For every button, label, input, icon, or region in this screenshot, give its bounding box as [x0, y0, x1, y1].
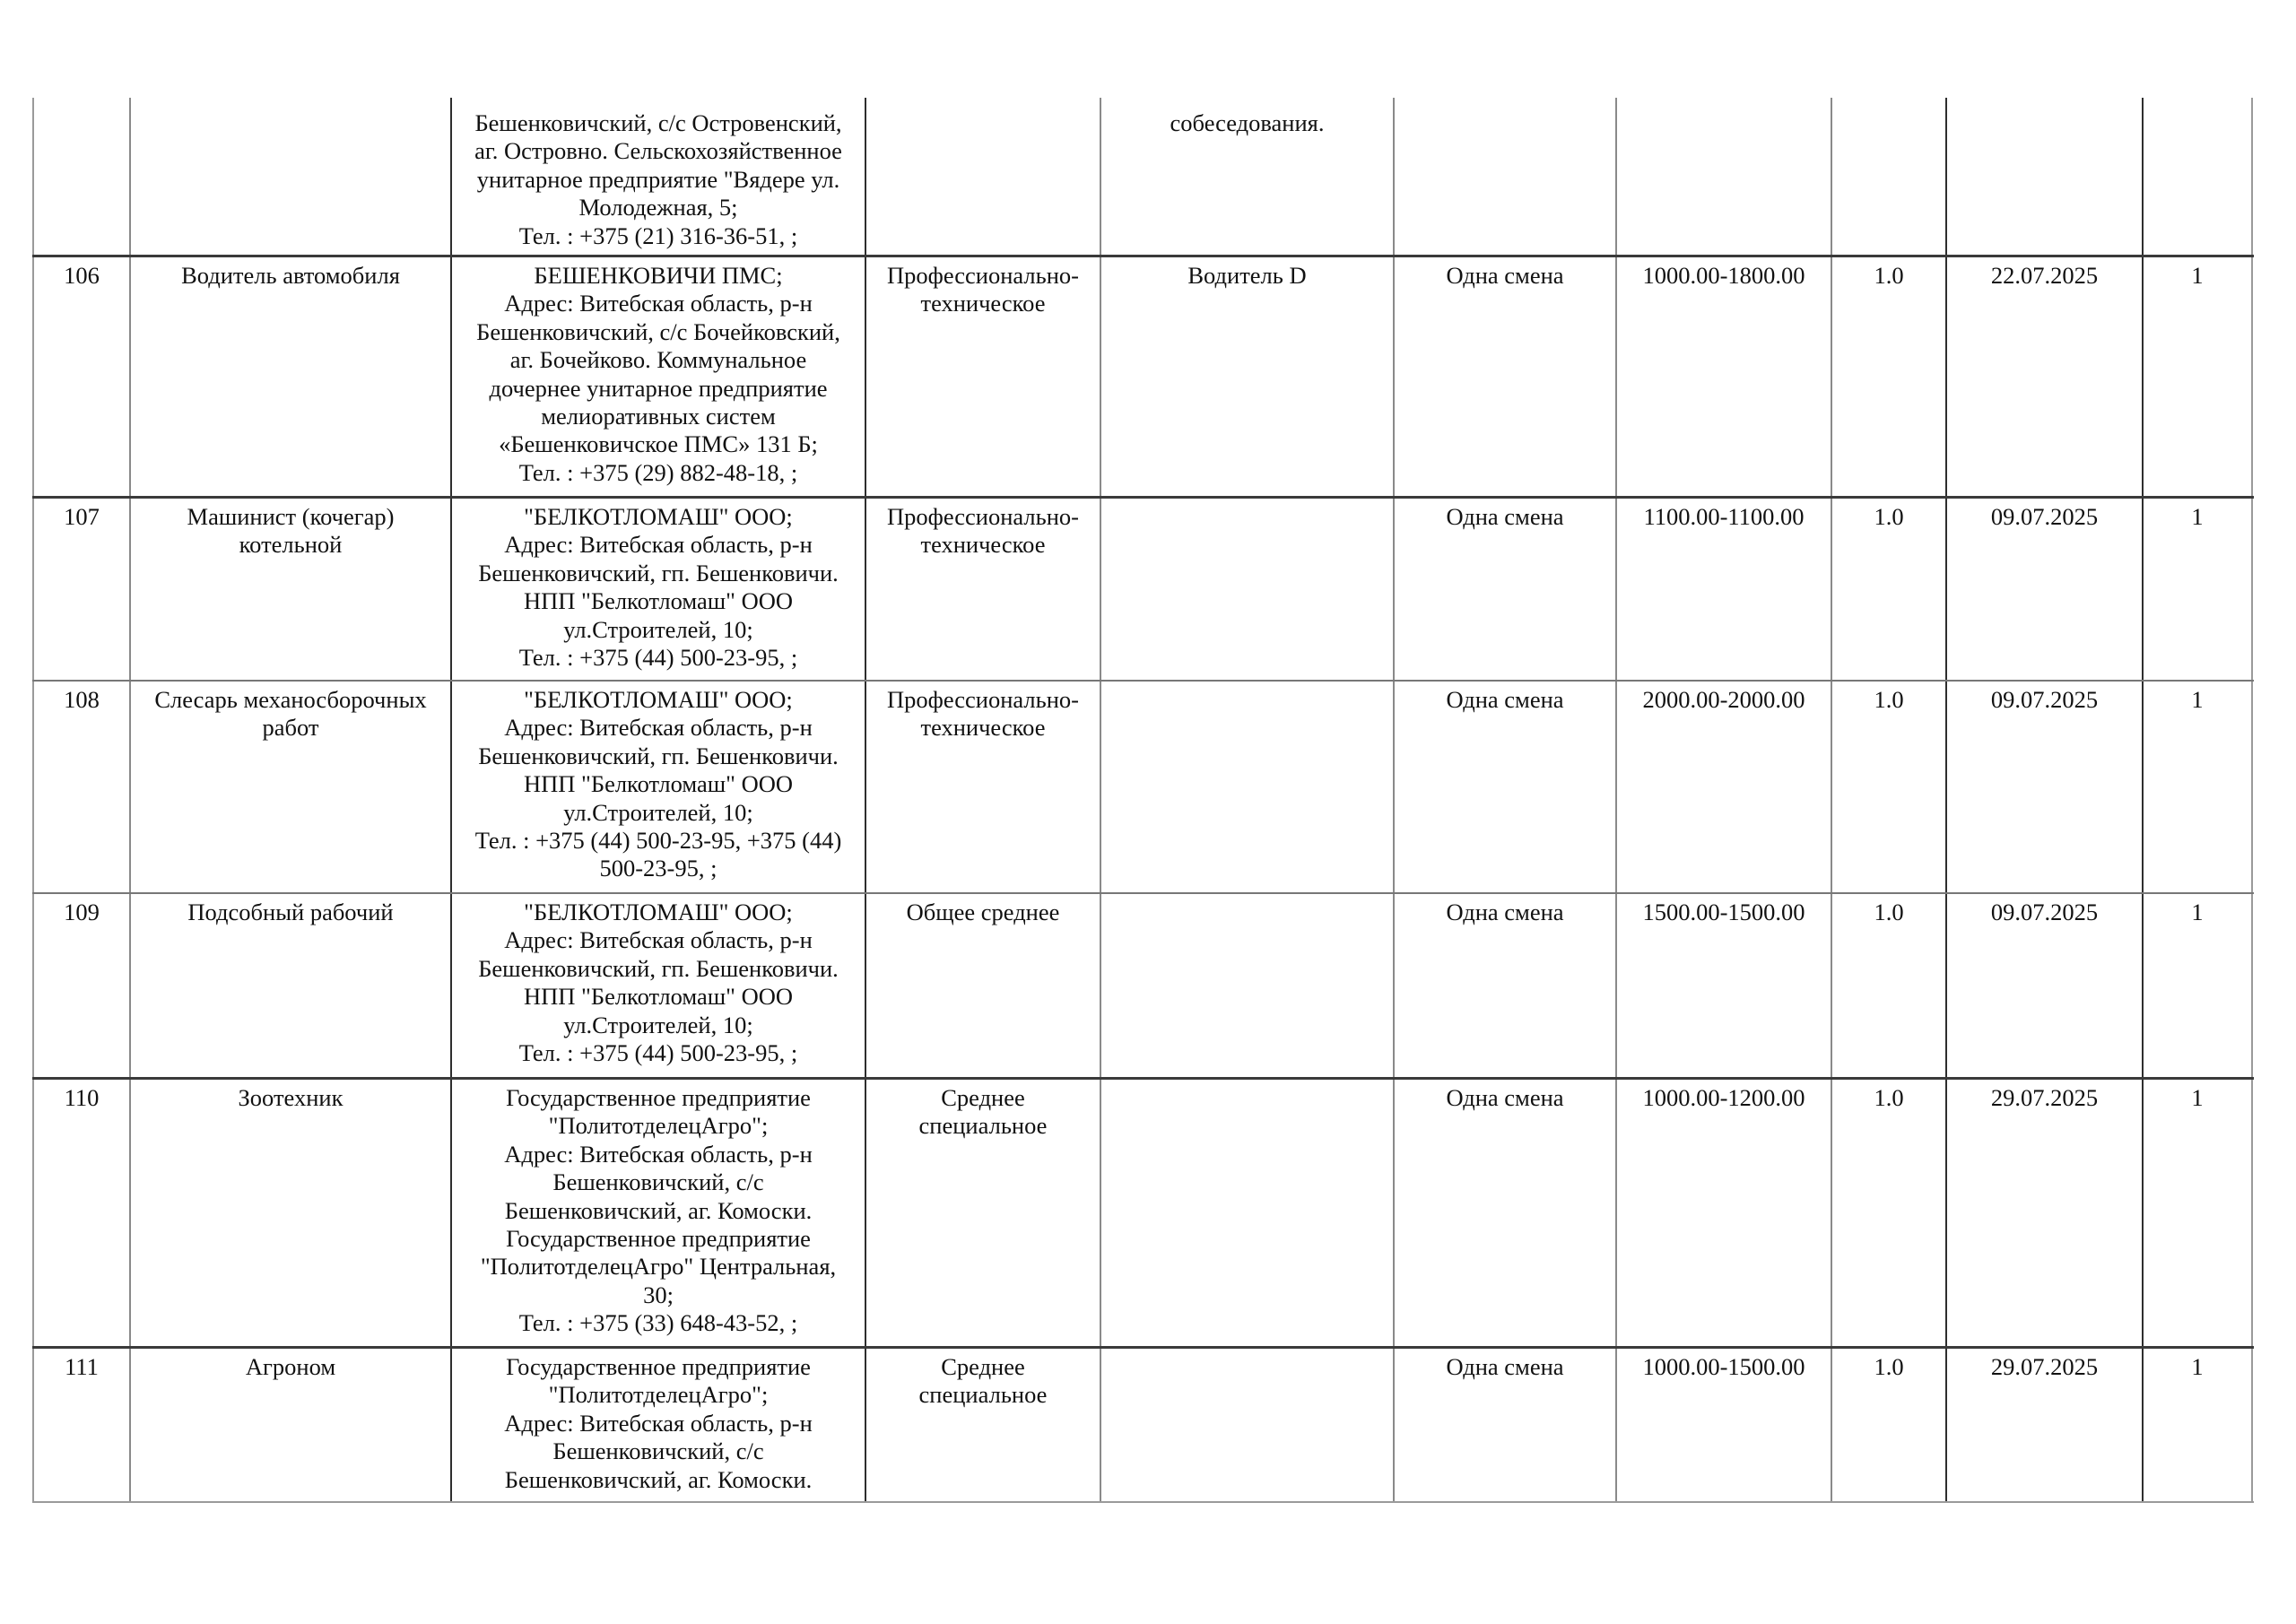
cell-employer: "БЕЛКОТЛОМАШ" ООО; Адрес: Витебская область, р-н Бешенковичский, гп. Бешенковичи. НПП "Белкотломаш" ООО ул.Строителей, 10; Тел. : +375 (44) 500-23-95, ; [452, 894, 866, 1077]
table-row [32, 255, 2254, 496]
cell-rate: 1.0 [1832, 1080, 1947, 1346]
cell-schedule: Одна смена [1395, 257, 1617, 496]
table-row-continuation [32, 98, 2254, 255]
cell-education: Среднее специальное [866, 1080, 1101, 1346]
cell-employer: "БЕЛКОТЛОМАШ" ООО; Адрес: Витебская область, р-н Бешенковичский, гп. Бешенковичи. НПП "Белкотломаш" ООО ул.Строителей, 10; Тел. : +375 (44) 500-23-95, +375 (44) 500-23-95, ; [452, 682, 866, 892]
cell-qualification [1101, 1349, 1395, 1501]
cell-employer: Государственное предприятие "ПолитотделецАгро"; Адрес: Витебская область, р-н Бешенковичский, с/с Бешенковичский, аг. Комоски. [452, 1349, 866, 1501]
cell-count: 1 [2144, 1080, 2253, 1346]
cell-number: 107 [32, 499, 131, 680]
cell-count: 1 [2144, 894, 2253, 1077]
cell-salary: 1100.00-1100.00 [1617, 499, 1832, 680]
table-row [32, 680, 2254, 892]
cell-qualification [1101, 894, 1395, 1077]
cell-salary: 2000.00-2000.00 [1617, 682, 1832, 892]
cell-qualification [1101, 682, 1395, 892]
cell-education: Общее среднее [866, 894, 1101, 1077]
cell-date: 22.07.2025 [1947, 257, 2144, 496]
table-row [32, 1077, 2254, 1346]
cell-qualification: собеседования. [1101, 98, 1395, 255]
cell-schedule [1395, 98, 1617, 255]
cell-number: 110 [32, 1080, 131, 1346]
cell-qualification: Водитель D [1101, 257, 1395, 496]
cell-count: 1 [2144, 682, 2253, 892]
cell-number [32, 98, 131, 255]
cell-position: Водитель автомобиля [131, 257, 452, 496]
cell-salary: 1000.00-1800.00 [1617, 257, 1832, 496]
cell-date: 29.07.2025 [1947, 1349, 2144, 1501]
cell-number: 106 [32, 257, 131, 496]
table-row [32, 892, 2254, 1077]
cell-salary: 1000.00-1200.00 [1617, 1080, 1832, 1346]
cell-education: Среднее специальное [866, 1349, 1101, 1501]
cell-number: 108 [32, 682, 131, 892]
cell-schedule: Одна смена [1395, 499, 1617, 680]
cell-schedule: Одна смена [1395, 1080, 1617, 1346]
cell-rate: 1.0 [1832, 257, 1947, 496]
cell-education: Профессионально- техническое [866, 257, 1101, 496]
cell-schedule: Одна смена [1395, 682, 1617, 892]
cell-position: Агроном [131, 1349, 452, 1501]
cell-date: 09.07.2025 [1947, 894, 2144, 1077]
cell-count [2144, 98, 2253, 255]
cell-rate: 1.0 [1832, 499, 1947, 680]
cell-employer: "БЕЛКОТЛОМАШ" ООО; Адрес: Витебская область, р-н Бешенковичский, гп. Бешенковичи. НПП "Белкотломаш" ООО ул.Строителей, 10; Тел. : +375 (44) 500-23-95, ; [452, 499, 866, 680]
cell-salary: 1000.00-1500.00 [1617, 1349, 1832, 1501]
cell-position: Машинист (кочегар) котельной [131, 499, 452, 680]
cell-education: Профессионально- техническое [866, 499, 1101, 680]
cell-position: Подсобный рабочий [131, 894, 452, 1077]
cell-date: 09.07.2025 [1947, 499, 2144, 680]
table-row [32, 1346, 2254, 1503]
cell-schedule: Одна смена [1395, 894, 1617, 1077]
vacancy-table [32, 98, 2254, 1503]
cell-count: 1 [2144, 1349, 2253, 1501]
cell-number: 109 [32, 894, 131, 1077]
cell-date [1947, 98, 2144, 255]
cell-rate: 1.0 [1832, 1349, 1947, 1501]
cell-count: 1 [2144, 499, 2253, 680]
cell-qualification [1101, 1080, 1395, 1346]
cell-education [866, 98, 1101, 255]
cell-salary: 1500.00-1500.00 [1617, 894, 1832, 1077]
cell-rate [1832, 98, 1947, 255]
cell-date: 29.07.2025 [1947, 1080, 2144, 1346]
cell-position: Слесарь механосборочных работ [131, 682, 452, 892]
cell-rate: 1.0 [1832, 682, 1947, 892]
cell-count: 1 [2144, 257, 2253, 496]
cell-schedule: Одна смена [1395, 1349, 1617, 1501]
cell-rate: 1.0 [1832, 894, 1947, 1077]
cell-qualification [1101, 499, 1395, 680]
table-row [32, 496, 2254, 680]
cell-number: 111 [32, 1349, 131, 1501]
cell-employer: Государственное предприятие "ПолитотделецАгро"; Адрес: Витебская область, р-н Бешенковичский, с/с Бешенковичский, аг. Комоски. Государственное предприятие "ПолитотделецАгро" Центральная, 30; Тел. : +375 (33) 648-43-52, ; [452, 1080, 866, 1346]
cell-salary [1617, 98, 1832, 255]
cell-position: Зоотехник [131, 1080, 452, 1346]
cell-employer: БЕШЕНКОВИЧИ ПМС; Адрес: Витебская область, р-н Бешенковичский, с/с Бочейковский, аг. Бочейково. Коммунальное дочернее унитарное предприятие мелиоративных систем «Бешенковичское ПМС» 131 Б; Тел. : +375 (29) 882-48-18, ; [452, 257, 866, 496]
cell-position [131, 98, 452, 255]
cell-date: 09.07.2025 [1947, 682, 2144, 892]
cell-education: Профессионально- техническое [866, 682, 1101, 892]
cell-employer: Бешенковичский, с/с Островенский, аг. Островно. Сельскохозяйственное унитарное предприятие "Вядере ул. Молодежная, 5; Тел. : +375 (21) 316-36-51, ; [452, 98, 866, 255]
